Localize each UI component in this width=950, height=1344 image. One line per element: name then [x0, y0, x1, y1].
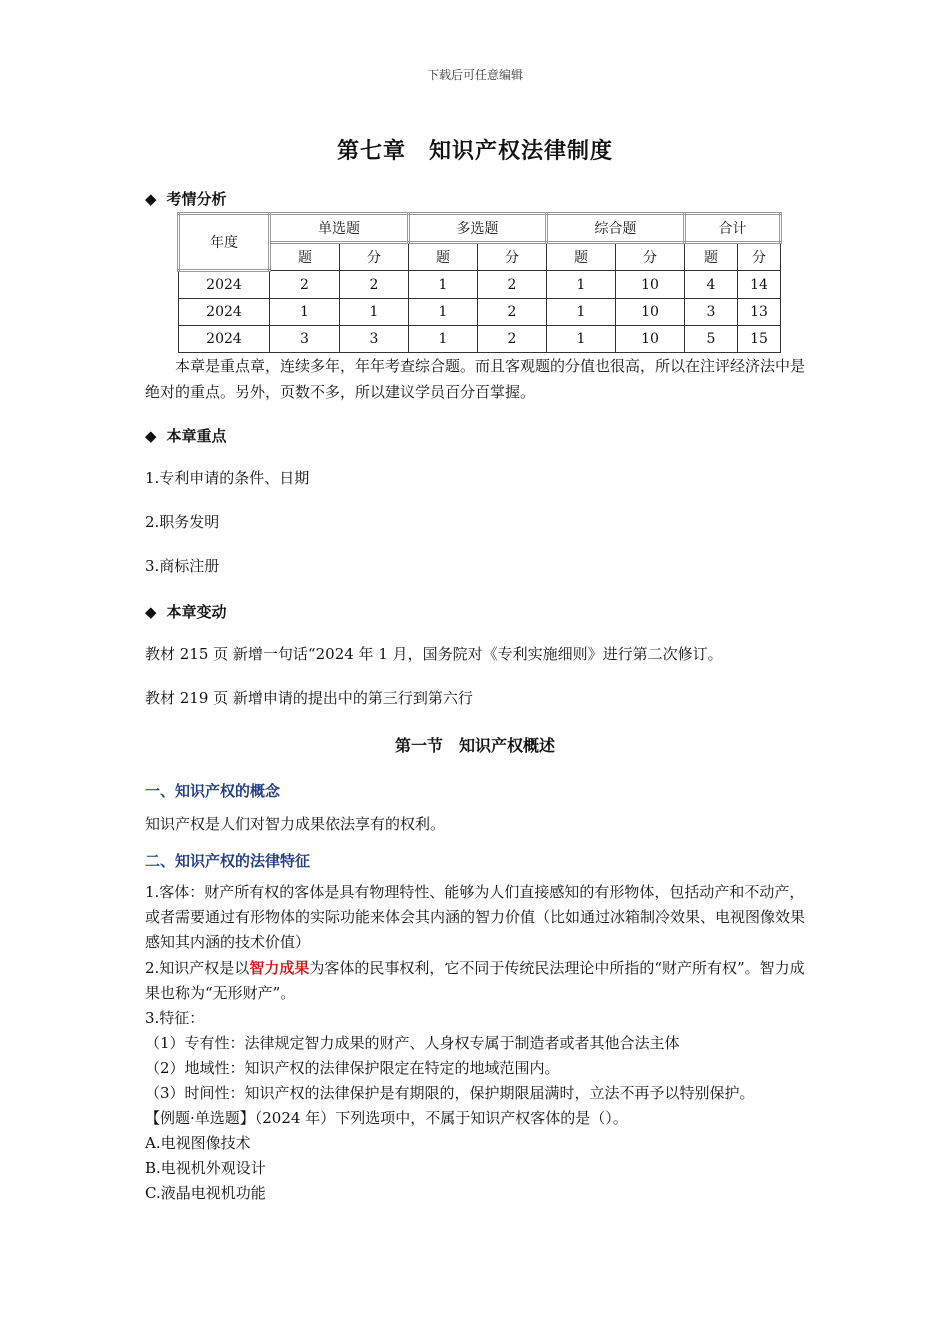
group-header: 综合题	[547, 214, 685, 243]
sub-header: 分	[616, 243, 685, 271]
table-cell: 1	[547, 271, 616, 299]
exam-stats-table	[177, 212, 782, 353]
option-c: C.液晶电视机功能	[145, 1184, 266, 1202]
table-cell: 1	[409, 326, 478, 353]
table-cell: 3	[340, 326, 409, 353]
table-row	[179, 326, 781, 353]
key-points-heading-text: 本章重点	[166, 427, 227, 445]
subheading-concept: 一、知识产权的概念	[145, 782, 281, 800]
analysis-paragraph: 本章是重点章，连续多年，年年考查综合题。而且客观题的分值也很高，所以在注评经济法中是绝对的重点。另外，页数不多，所以建议学员百分百掌握。	[145, 357, 806, 401]
table-cell: 1	[270, 299, 340, 326]
point-2-post: 为客体的民事权利，它不同于传统民法理论中所指的“财产所有权”。智力成果也称为“无形财产”。	[145, 959, 805, 1002]
table-cell: 2024	[179, 326, 270, 353]
highlight-text: 智力成果	[249, 959, 310, 977]
subheading-features: 二、知识产权的法律特征	[145, 852, 311, 870]
feature-2: （2）地域性：知识产权的法律保护限定在特定的地域范围内。	[145, 1059, 560, 1077]
table-cell: 1	[409, 299, 478, 326]
table-cell: 15	[738, 326, 781, 353]
diamond-bullet-icon: ◆	[145, 190, 157, 208]
group-header: 合计	[685, 214, 781, 243]
year-header: 年度	[179, 214, 270, 271]
sub-header: 题	[409, 243, 478, 271]
key-point-item: 3.商标注册	[145, 557, 220, 575]
feature-3: （3）时间性：知识产权的法律保护是有期限的，保护期限届满时，立法不再予以特别保护。	[145, 1084, 755, 1102]
analysis-heading-text: 考情分析	[166, 190, 227, 208]
example-question: 【例题·单选题】（2024 年）下列选项中，不属于知识产权客体的是（）。	[145, 1109, 628, 1127]
table-cell: 1	[409, 271, 478, 299]
change-item: 教材 215 页 新增一句话“2024 年 1 月，国务院对《专利实施细则》进行第二次修订。	[145, 645, 723, 663]
table-cell: 4	[685, 271, 738, 299]
diamond-bullet-icon: ◆	[145, 603, 157, 621]
table-cell: 3	[685, 299, 738, 326]
feature-1: （1）专有性：法律规定智力成果的财产、人身权专属于制造者或者其他合法主体	[145, 1034, 680, 1052]
table-cell: 13	[738, 299, 781, 326]
section-title: 第一节 知识产权概述	[394, 736, 555, 755]
sub-header: 题	[547, 243, 616, 271]
table-cell: 2024	[179, 299, 270, 326]
table-cell: 1	[547, 299, 616, 326]
option-b: B.电视机外观设计	[145, 1159, 266, 1177]
chapter-title: 第七章 知识产权法律制度	[336, 139, 613, 164]
point-1: 1.客体：财产所有权的客体是具有物理特性、能够为人们直接感知的有形物体，包括动产和不动产，或者需要通过有形物体的实际功能来体会其内涵的智力价值（比如通过冰箱制冷效果、电视图像效果感知其内涵的技术价值）	[145, 883, 806, 951]
table-cell: 10	[616, 299, 685, 326]
changes-heading	[145, 601, 227, 622]
table-cell: 1	[340, 299, 409, 326]
sub-header: 分	[478, 243, 547, 271]
table-row	[179, 299, 781, 326]
table-cell: 5	[685, 326, 738, 353]
sub-header: 分	[340, 243, 409, 271]
table-cell: 2024	[179, 271, 270, 299]
group-header: 多选题	[409, 214, 547, 243]
key-point-item: 1.专利申请的条件、日期	[145, 469, 310, 487]
key-point-item: 2.职务发明	[145, 513, 220, 531]
page-header: 下载后可任意编辑	[426, 68, 523, 82]
change-item: 教材 219 页 新增申请的提出中的第三行到第六行	[145, 689, 473, 707]
analysis-heading	[145, 188, 227, 209]
key-points-heading	[145, 425, 227, 446]
table-cell: 10	[616, 326, 685, 353]
sub-header: 题	[685, 243, 738, 271]
table-cell: 2	[478, 271, 547, 299]
point-2	[145, 956, 815, 1006]
table-cell: 2	[340, 271, 409, 299]
concept-text: 知识产权是人们对智力成果依法享有的权利。	[145, 815, 446, 833]
table-row	[179, 271, 781, 299]
table-cell: 2	[478, 326, 547, 353]
option-a: A.电视图像技术	[145, 1134, 251, 1152]
table-cell: 2	[478, 299, 547, 326]
changes-heading-text: 本章变动	[166, 603, 227, 621]
table-cell: 14	[738, 271, 781, 299]
point-3: 3.特征：	[145, 1009, 205, 1027]
group-header: 单选题	[270, 214, 409, 243]
diamond-bullet-icon: ◆	[145, 427, 157, 445]
table-cell: 10	[616, 271, 685, 299]
table-cell: 2	[270, 271, 340, 299]
sub-header: 分	[738, 243, 781, 271]
table-cell: 3	[270, 326, 340, 353]
point-2-pre: 2.知识产权是以	[145, 959, 250, 977]
table-cell: 1	[547, 326, 616, 353]
sub-header: 题	[270, 243, 340, 271]
